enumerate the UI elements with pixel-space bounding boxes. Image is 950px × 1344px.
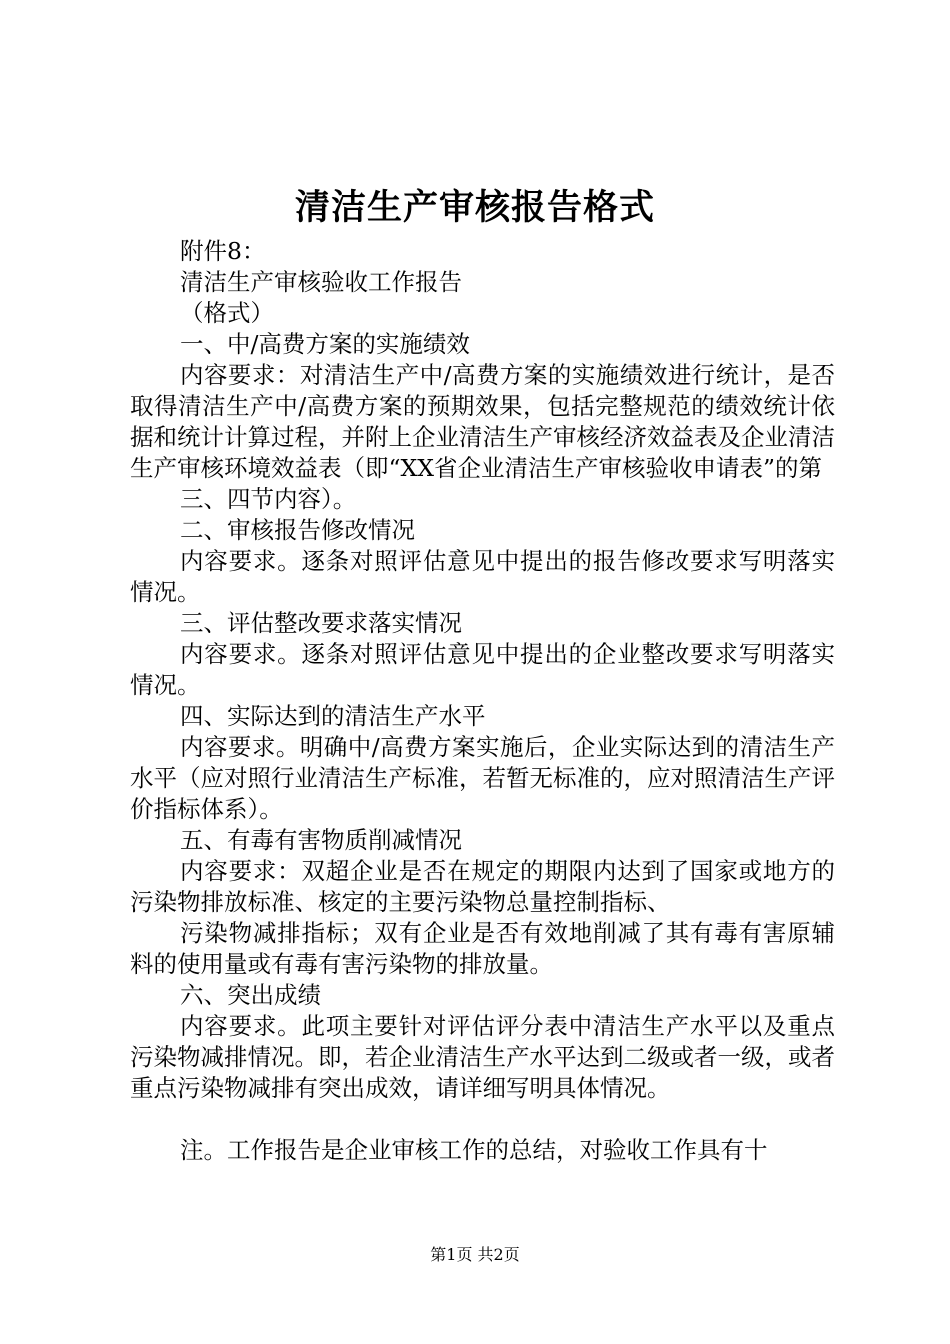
section-heading-4: 四、实际达到的清洁生产水平 xyxy=(180,702,486,730)
paragraph-requirement-3: 内容要求。逐条对照评估意见中提出的企业整改要求写明落实情况。 xyxy=(130,640,835,699)
paragraph-requirement-1-cont: 三、四节内容）。 xyxy=(180,485,357,513)
paragraph-report-name: 清洁生产审核验收工作报告 xyxy=(180,268,462,296)
page-number-footer: 第1页 共2页 xyxy=(430,1245,520,1264)
section-heading-2: 二、审核报告修改情况 xyxy=(180,516,415,544)
paragraph-note: 注。工作报告是企业审核工作的总结，对验收工作具有十 xyxy=(180,1136,768,1164)
section-heading-3: 三、评估整改要求落实情况 xyxy=(180,609,462,637)
paragraph-requirement-6: 内容要求。此项主要针对评估评分表中清洁生产水平以及重点污染物减排情况。即，若企业清洁生产水平达到二级或者一级，或者重点污染物减排有突出成效，请详细写明具体情况。 xyxy=(130,1012,835,1102)
section-heading-1: 一、中/高费方案的实施绩效 xyxy=(180,330,470,358)
paragraph-attachment: 附件8： xyxy=(180,237,266,265)
section-heading-5: 五、有毒有害物质削减情况 xyxy=(180,826,462,854)
paragraph-requirement-5: 内容要求：双超企业是否在规定的期限内达到了国家或地方的污染物排放标准、核定的主要污染物总量控制指标、 xyxy=(130,857,835,916)
section-heading-6: 六、突出成绩 xyxy=(180,981,321,1009)
paragraph-requirement-4: 内容要求。明确中/高费方案实施后，企业实际达到的清洁生产水平（应对照行业清洁生产标准，若暂无标准的，应对照清洁生产评价指标体系）。 xyxy=(130,733,835,823)
paragraph-requirement-1: 内容要求：对清洁生产中/高费方案的实施绩效进行统计，是否取得清洁生产中/高费方案的预期效果，包括完整规范的绩效统计依据和统计计算过程，并附上企业清洁生产审核经济效益表及企业清洁生产审核环境效益表（即“XX省企业清洁生产审核验收申请表”的第 xyxy=(130,361,835,482)
paragraph-requirement-5-cont: 污染物减排指标；双有企业是否有效地削减了其有毒有害原辅料的使用量或有毒有害污染物的排放量。 xyxy=(130,919,835,978)
paragraph-requirement-2: 内容要求。逐条对照评估意见中提出的报告修改要求写明落实情况。 xyxy=(130,547,835,606)
document-body xyxy=(130,236,835,1166)
document-title: 清洁生产审核报告格式 xyxy=(294,187,655,228)
paragraph-format-note: （格式） xyxy=(180,299,274,327)
